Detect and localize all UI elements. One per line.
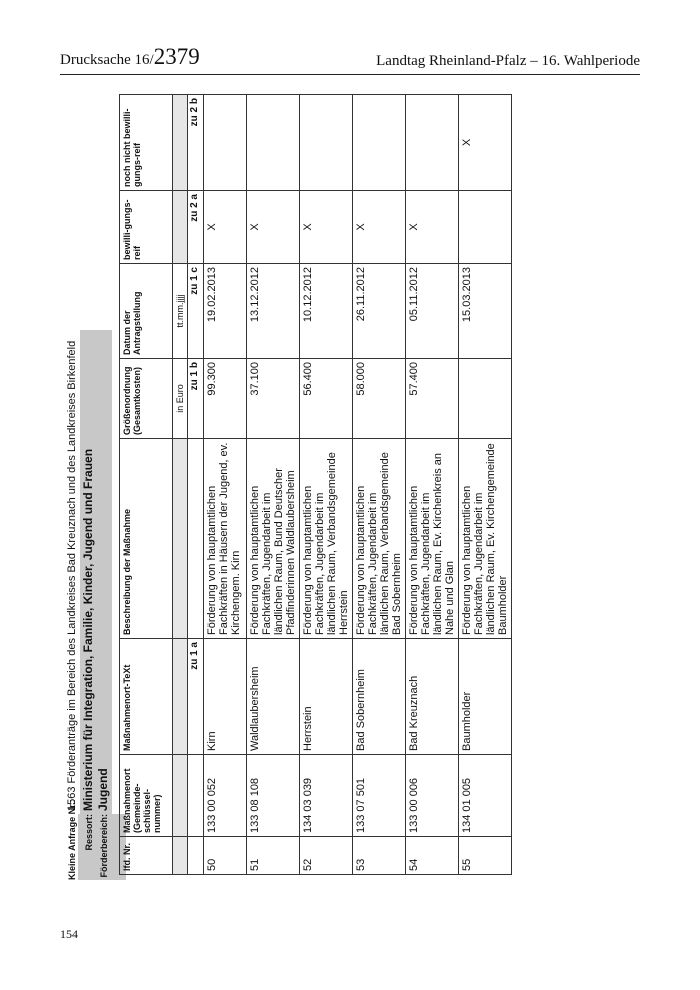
table-body <box>204 95 512 875</box>
cell-datum: 05.11.2012 <box>406 264 459 359</box>
ref-cell <box>188 755 204 837</box>
ref-cell <box>188 439 204 639</box>
page-number: 154 <box>60 927 78 941</box>
cell-kosten: 58.000 <box>353 359 406 439</box>
unit-datum: tt.mm.jjjj <box>173 264 188 359</box>
cell-nicht-bewilligungsreif: X <box>459 95 512 191</box>
cell-bewilligungsreif: X <box>353 191 406 264</box>
ref-bewilligungsreif: zu 2 a <box>188 191 204 264</box>
units-cell <box>173 439 188 639</box>
col-header-datum: Datum der Antragstellung <box>120 264 173 359</box>
cell-beschreibung: Förderung von hauptamtlichen Fachkräften, Jugendarbeit im ländlichen Raum, Verbandsgemeinde Bad Sobernheim <box>353 439 406 639</box>
cell-ort: Baumholder <box>459 639 512 755</box>
anfrage-row <box>66 341 80 880</box>
cell-datum: 10.12.2012 <box>300 264 353 359</box>
units-cell <box>173 837 188 875</box>
drucksache-prefix: Drucksache 16/ <box>60 52 154 68</box>
cell-bewilligungsreif: X <box>300 191 353 264</box>
cell-bewilligungsreif <box>459 191 512 264</box>
foerderbereich-label: Förderbereich: <box>99 814 109 878</box>
cell-kosten: 56.400 <box>300 359 353 439</box>
page-header <box>60 44 640 74</box>
col-header-text: Maßnahmenort-TeXt <box>120 639 173 755</box>
units-cell <box>173 95 188 191</box>
ressort-value: Ministerium für Integration, Familie, Kinder, Jugend und Frauen <box>81 448 95 811</box>
header-divider <box>60 74 640 75</box>
cell-kosten <box>459 359 512 439</box>
ref-cell <box>188 837 204 875</box>
cell-ort: Waldlaubersheim <box>247 639 300 755</box>
cell-beschreibung: Förderung von hauptamtlichen Fachkräften, Jugendarbeit im ländlichen Raum, Ev. Kirchengemeinde Baumholder <box>459 439 512 639</box>
units-cell <box>173 191 188 264</box>
cell-gkz: 134 01 005 <box>459 755 512 837</box>
col-header-nicht-bewilligungsreif: noch nicht bewilli-gungs-reif <box>120 95 173 191</box>
cell-nr: 51 <box>247 837 300 875</box>
col-header-bewilligungsreif: bewilli-gungs-reif <box>120 191 173 264</box>
ref-text: zu 1 a <box>188 639 204 755</box>
cell-kosten: 37.100 <box>247 359 300 439</box>
table-row <box>204 95 247 875</box>
cell-beschreibung: Förderung von hauptamtlichen Fachkräften, Jugendarbeit im ländlichen Raum, Ev. Kirchenkreis an Nahe und Glan <box>406 439 459 639</box>
cell-beschreibung: Förderung von hauptamtlichen Fachkräften in Häusern der Jugend, ev. Kirchengem. Kirn <box>204 439 247 639</box>
cell-nr: 55 <box>459 837 512 875</box>
cell-ort: Herrstein <box>300 639 353 755</box>
cell-datum: 15.03.2013 <box>459 264 512 359</box>
foerderbereich-value: Jugend <box>96 768 110 811</box>
table-row <box>300 95 353 875</box>
cell-nr: 52 <box>300 837 353 875</box>
request-info <box>64 90 112 880</box>
cell-gkz: 133 00 052 <box>204 755 247 837</box>
table-header-row <box>120 95 173 875</box>
cell-kosten: 99.300 <box>204 359 247 439</box>
parliament-title: Landtag Rheinland-Pfalz – 16. Wahlperiode <box>376 53 640 69</box>
cell-nr: 54 <box>406 837 459 875</box>
col-header-nr: lfd. Nr. <box>120 837 173 875</box>
col-header-ort: Maßnahmenort (Gemeinde-schlüssel-nummer) <box>120 755 173 837</box>
ressort-row <box>81 449 95 880</box>
cell-bewilligungsreif: X <box>406 191 459 264</box>
cell-beschreibung: Förderung von hauptamtlichen Fachkräften, Jugendarbeit im ländlichen Raum, Verbandsgemeinde Herrstein <box>300 439 353 639</box>
foerderbereich-row <box>96 768 110 880</box>
ref-groesse: zu 1 b <box>188 359 204 439</box>
cell-nicht-bewilligungsreif <box>406 95 459 191</box>
cell-datum: 26.11.2012 <box>353 264 406 359</box>
cell-bewilligungsreif: X <box>247 191 300 264</box>
table-row <box>353 95 406 875</box>
cell-beschreibung: Förderung von hauptamtlichen Fachkräften, Jugendarbeit im ländlichen Raum, Bund Deutscher Pfadfinderinnen Waldlaubersheim <box>247 439 300 639</box>
unit-groesse: in Euro <box>173 359 188 439</box>
cell-nicht-bewilligungsreif <box>353 95 406 191</box>
cell-datum: 19.02.2013 <box>204 264 247 359</box>
ref-nicht-bewilligungsreif: zu 2 b <box>188 95 204 191</box>
col-header-groesse: Größenordnung (Gesamtkosten) <box>120 359 173 439</box>
cell-ort: Kirn <box>204 639 247 755</box>
table-row <box>247 95 300 875</box>
col-header-beschreibung: Beschreibung der Maßnahme <box>120 439 173 639</box>
cell-bewilligungsreif: X <box>204 191 247 264</box>
cell-gkz: 133 08 108 <box>247 755 300 837</box>
cell-nicht-bewilligungsreif <box>247 95 300 191</box>
anfrage-value: 1563 Förderanträge im Bereich des Landkreises Bad Kreuznach und des Landkreises Birkenfeld <box>66 340 78 811</box>
table-refs-row <box>188 95 204 875</box>
drucksache-label <box>60 44 200 70</box>
cell-nr: 53 <box>353 837 406 875</box>
cell-nicht-bewilligungsreif <box>300 95 353 191</box>
cell-kosten: 57.400 <box>406 359 459 439</box>
table-row <box>459 95 512 875</box>
units-cell <box>173 639 188 755</box>
cell-ort: Bad Sobernheim <box>353 639 406 755</box>
cell-nicht-bewilligungsreif <box>204 95 247 191</box>
funding-table <box>119 94 512 875</box>
cell-ort: Bad Kreuznach <box>406 639 459 755</box>
ressort-label: Ressort: <box>84 814 94 851</box>
units-cell <box>173 755 188 837</box>
cell-gkz: 133 07 501 <box>353 755 406 837</box>
anfrage-label: Kleine Anfrage Nr.: <box>67 799 77 880</box>
cell-nr: 50 <box>204 837 247 875</box>
cell-datum: 13.12.2012 <box>247 264 300 359</box>
rotated-table-region <box>64 90 534 880</box>
cell-gkz: 133 00 006 <box>406 755 459 837</box>
drucksache-number: 2379 <box>153 44 200 69</box>
ref-datum: zu 1 c <box>188 264 204 359</box>
cell-gkz: 134 03 039 <box>300 755 353 837</box>
table-row <box>406 95 459 875</box>
table-units-row <box>173 95 188 875</box>
